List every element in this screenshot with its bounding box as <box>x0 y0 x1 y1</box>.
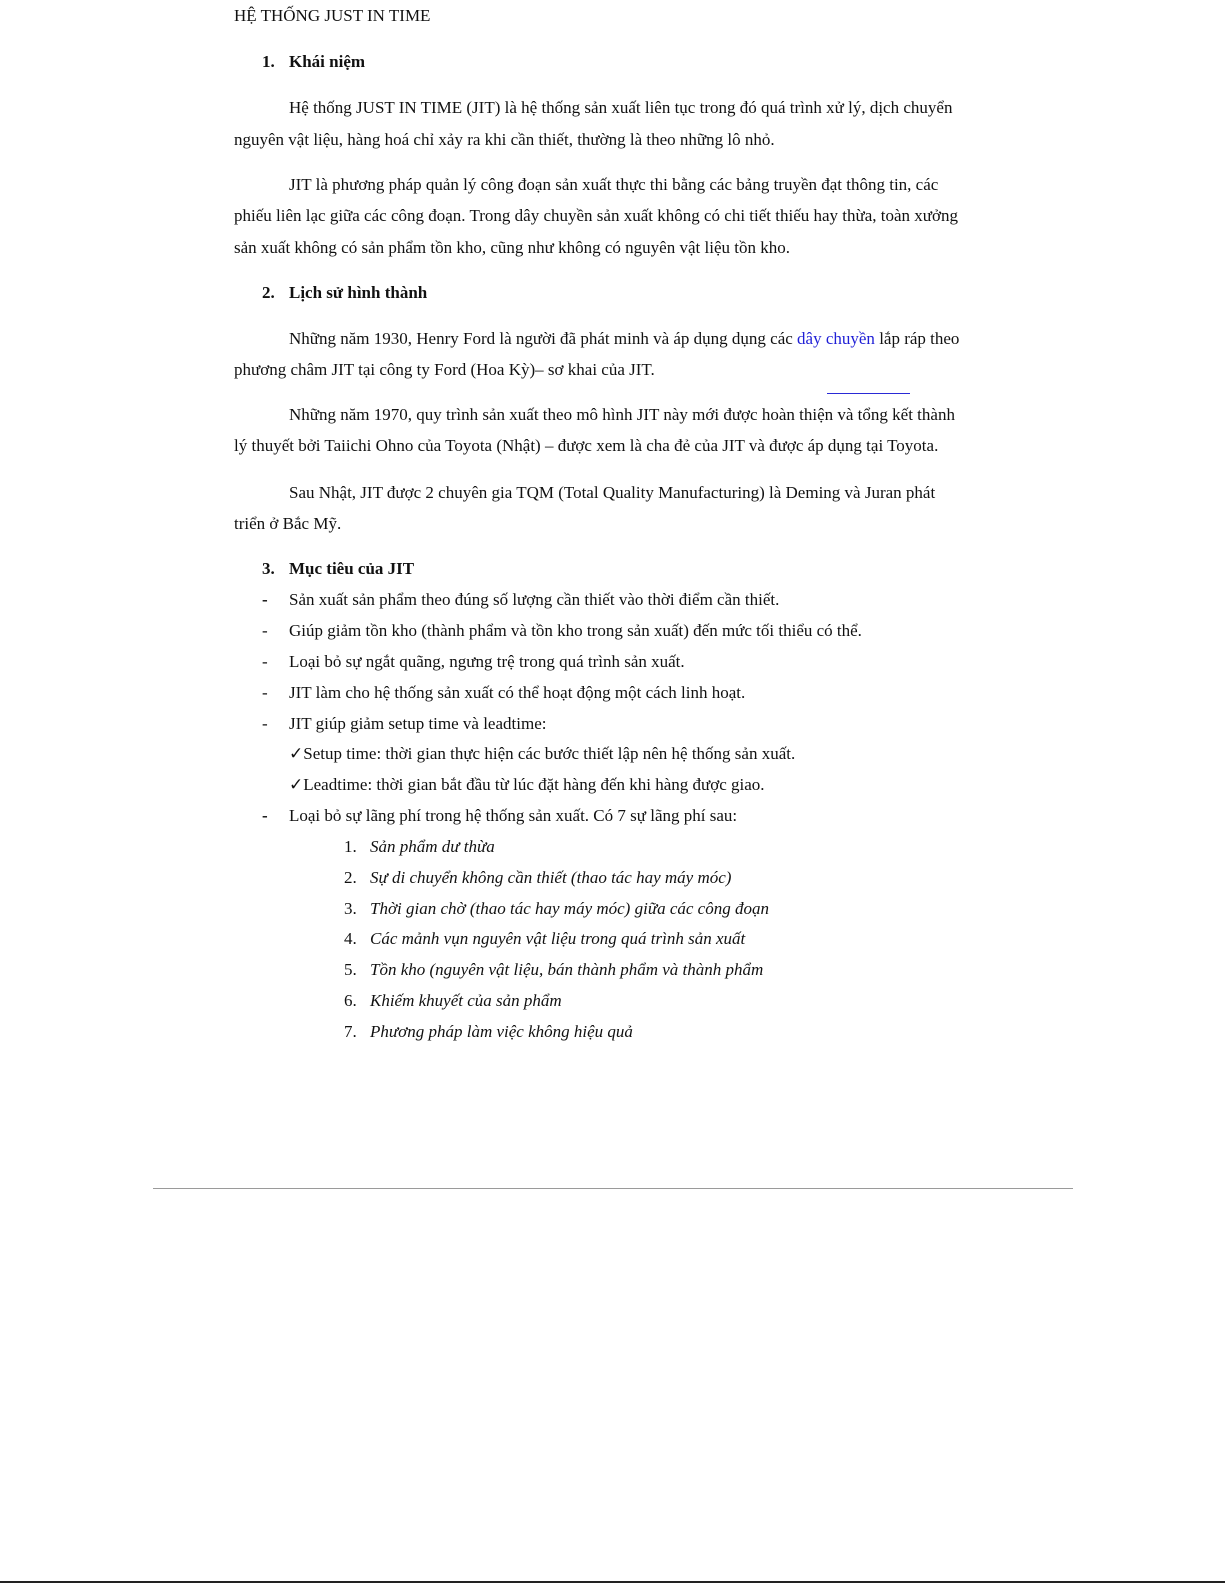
section-2-para-3-line-1: Sau Nhật, JIT được 2 chuyên gia TQM (Total Quality Manufacturing) là Deming và Juran phát <box>289 483 936 502</box>
waste-number: 1. <box>344 837 357 856</box>
check-item-text: Setup time: thời gian thực hiện các bước thiết lập nên hệ thống sản xuất. <box>303 744 796 763</box>
bullet-dash: - <box>262 621 268 640</box>
section-3-heading: Mục tiêu của JIT <box>289 559 415 578</box>
list-item: Giúp giảm tồn kho (thành phẩm và tồn kho trong sản xuất) đến mức tối thiểu có thể. <box>289 621 862 640</box>
section-2-para-2-line-2: lý thuyết bởi Taiichi Ohno của Toyota (Nhật) – được xem là cha đẻ của JIT và được áp dụng tại Toyota. <box>234 436 939 455</box>
section-2-number: 2. <box>262 283 275 302</box>
check-item <box>289 744 795 764</box>
checkmark-icon: ✓ <box>289 775 304 794</box>
waste-number: 7. <box>344 1022 357 1041</box>
check-item <box>289 775 765 795</box>
section-2-para-1-line-2: phương châm JIT tại công ty Ford (Hoa Kỳ)– sơ khai của JIT. <box>234 360 655 379</box>
waste-number: 5. <box>344 960 357 979</box>
bullet-dash: - <box>262 590 268 609</box>
day-chuyen-link[interactable]: dây chuyền <box>797 329 875 348</box>
page-divider <box>153 1188 1073 1189</box>
list-item: Loại bỏ sự lãng phí trong hệ thống sản xuất. Có 7 sự lãng phí sau: <box>289 806 738 825</box>
bullet-dash: - <box>262 806 268 825</box>
link-underline-fragment <box>827 393 910 394</box>
bullet-dash: - <box>262 714 268 733</box>
waste-number: 4. <box>344 929 357 948</box>
section-2-heading: Lịch sử hình thành <box>289 283 428 302</box>
waste-item: Tồn kho (nguyên vật liệu, bán thành phẩm và thành phẩm <box>370 960 764 979</box>
waste-number: 3. <box>344 899 357 918</box>
list-item: Sản xuất sản phẩm theo đúng số lượng cần thiết vào thời điểm cần thiết. <box>289 590 780 609</box>
section-1-para-2-line-3: sản xuất không có sản phẩm tồn kho, cũng như không có nguyên vật liệu tồn kho. <box>234 238 790 257</box>
section-1-para-1-line-2: nguyên vật liệu, hàng hoá chỉ xảy ra khi cần thiết, thường là theo những lô nhỏ. <box>234 130 775 149</box>
para-text: lắp ráp theo <box>874 329 960 348</box>
section-2-para-3-line-2: triển ở Bắc Mỹ. <box>234 514 342 533</box>
waste-item: Khiếm khuyết của sản phẩm <box>370 991 562 1010</box>
waste-item: Phương pháp làm việc không hiệu quả <box>370 1022 633 1041</box>
section-3-number: 3. <box>262 559 275 578</box>
section-1-para-2-line-1: JIT là phương pháp quản lý công đoạn sản xuất thực thi bằng các bảng truyền đạt thông tin, các <box>289 175 939 194</box>
list-item: JIT làm cho hệ thống sản xuất có thể hoạt động một cách linh hoạt. <box>289 683 746 702</box>
waste-item: Thời gian chờ (thao tác hay máy móc) giữa các công đoạn <box>370 899 769 918</box>
section-2-para-2-line-1: Những năm 1970, quy trình sản xuất theo mô hình JIT này mới được hoàn thiện và tổng kết thành <box>289 405 955 424</box>
section-1-heading: Khái niệm <box>289 52 366 71</box>
document-title: HỆ THỐNG JUST IN TIME <box>234 6 431 25</box>
para-text: Những năm 1930, Henry Ford là người đã phát minh và áp dụng dụng các <box>289 329 798 348</box>
checkmark-icon: ✓ <box>289 744 304 763</box>
bullet-dash: - <box>262 652 268 671</box>
waste-item: Sản phẩm dư thừa <box>370 837 495 856</box>
section-1-number: 1. <box>262 52 275 71</box>
waste-number: 2. <box>344 868 357 887</box>
section-1-para-1-line-1: Hệ thống JUST IN TIME (JIT) là hệ thống sản xuất liên tục trong đó quá trình xử lý, dịch chuyển <box>289 98 953 117</box>
section-2-para-1-line-1 <box>289 329 959 349</box>
waste-number: 6. <box>344 991 357 1010</box>
list-item: Loại bỏ sự ngắt quãng, ngưng trệ trong quá trình sản xuất. <box>289 652 685 671</box>
waste-item: Sự di chuyển không cần thiết (thao tác hay máy móc) <box>370 868 732 887</box>
bullet-dash: - <box>262 683 268 702</box>
bottom-border <box>0 1581 1225 1583</box>
check-item-text: Leadtime: thời gian bắt đầu từ lúc đặt hàng đến khi hàng được giao. <box>303 775 765 794</box>
list-item: JIT giúp giảm setup time và leadtime: <box>289 714 547 733</box>
waste-item: Các mảnh vụn nguyên vật liệu trong quá trình sản xuất <box>370 929 746 948</box>
section-1-para-2-line-2: phiếu liên lạc giữa các công đoạn. Trong dây chuyền sản xuất không có chi tiết thiếu hay thừa, toàn xưởng <box>234 206 959 225</box>
